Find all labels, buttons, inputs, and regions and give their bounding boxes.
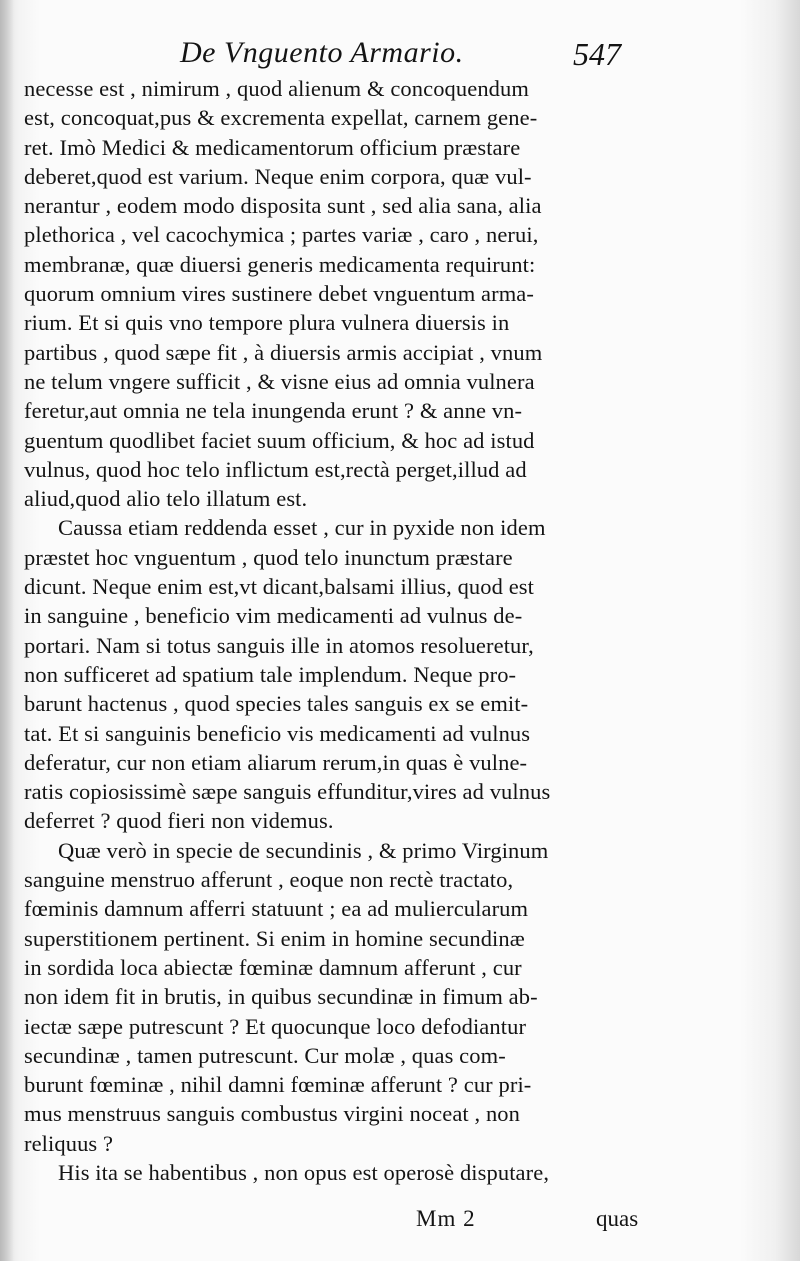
paragraph-start-line: Quæ verò in specie de secundinis , & primo Virginum [58, 837, 549, 863]
text-line: non sufficeret ad spatium tale implendum. Neque pro- [24, 661, 517, 687]
text-line: tat. Et si sanguinis beneficio vis medicamenti ad vulnus [24, 720, 531, 746]
text-line: guentum quodlibet faciet suum officium, & hoc ad istud [24, 427, 535, 453]
catchword: quas [596, 1206, 639, 1231]
text-line: in sordida loca abiectæ fœminæ damnum afferunt , cur [24, 954, 522, 980]
text-line: superstitionem pertinent. Si enim in homine secundinæ [24, 925, 525, 951]
page-footer [0, 1206, 800, 1236]
text-line: est, concoquat,pus & excrementa expellat, carnem gene- [24, 105, 538, 131]
paragraph-start-line: His ita se habentibus , non opus est operosè disputare, [58, 1159, 550, 1185]
text-line: barunt hactenus , quod species tales sanguis ex se emit- [24, 691, 529, 717]
text-line: necesse est , nimirum , quod alienum & concoquendum [24, 76, 529, 101]
text-line: plethorica , vel cacochymica ; partes variæ , caro , nerui, [24, 222, 539, 248]
text-line: ret. Imò Medici & medicamentorum officium præstare [24, 134, 521, 160]
text-line: mus menstruus sanguis combustus virgini noceat , non [24, 1101, 521, 1127]
text-line: fœminis damnum afferri statuunt ; ea ad muliercularum [24, 896, 529, 922]
running-head: De Vnguento Armario. [180, 36, 464, 69]
text-line: sanguine menstruo afferunt , eoque non rectè tractato, [24, 867, 514, 893]
body-text [24, 74, 644, 1187]
text-line: portari. Nam si totus sanguis ille in atomos resolueretur, [24, 632, 534, 658]
text-line: in sanguine , beneficio vim medicamenti ad vulnus de- [24, 603, 523, 629]
text-line: aliud,quod alio telo illatum est. [24, 486, 308, 512]
text-line: membranæ, quæ diuersi generis medicamenta requirunt: [24, 251, 536, 277]
text-line: quorum omnium vires sustinere debet vnguentum arma- [24, 281, 534, 307]
text-line: deferret ? quod fieri non videmus. [24, 808, 334, 834]
text-line: vulnus, quod hoc telo inflictum est,rectà perget,illud ad [24, 456, 527, 482]
text-line: reliquus ? [24, 1130, 114, 1156]
text-line: præstet hoc vnguentum , quod telo inunctum præstare [24, 544, 513, 570]
page-header [0, 36, 800, 76]
text-line: ratis copiosissimè sæpe sanguis effunditur,vires ad vulnus [24, 779, 551, 805]
text-line: iectæ sæpe putrescunt ? Et quocunque loco defodiantur [24, 1013, 527, 1039]
text-line: partibus , quod sæpe fit , à diuersis armis accipiat , vnum [24, 339, 543, 365]
text-line: deferatur, cur non etiam aliarum rerum,in quas è vulne- [24, 749, 528, 775]
text-line: ne telum vngere sufficit , & visne eius ad omnia vulnera [24, 368, 535, 394]
text-line: burunt fœminæ , nihil damni fœminæ afferunt ? cur pri- [24, 1072, 532, 1098]
text-line: rium. Et si quis vno tempore plura vulnera diuersis in [24, 310, 510, 336]
text-line: dicunt. Neque enim est,vt dicant,balsami illius, quod est [24, 574, 534, 600]
paragraph-start-line: Caussa etiam reddenda esset , cur in pyxide non idem [58, 515, 546, 541]
text-line: non idem fit in brutis, in quibus secundinæ in fimum ab- [24, 984, 538, 1010]
text-line: feretur,aut omnia ne tela inungenda erunt ? & anne vn- [24, 398, 523, 424]
text-line: deberet,quod est varium. Neque enim corpora, quæ vul- [24, 163, 532, 189]
page-number: 547 [573, 36, 621, 72]
text-line: nerantur , eodem modo disposita sunt , sed alia sana, alia [24, 193, 542, 219]
text-line: secundinæ , tamen putrescunt. Cur molæ , quas com- [24, 1042, 506, 1068]
signature-mark: Mm 2 [416, 1206, 476, 1231]
gutter-shadow [0, 0, 14, 1261]
